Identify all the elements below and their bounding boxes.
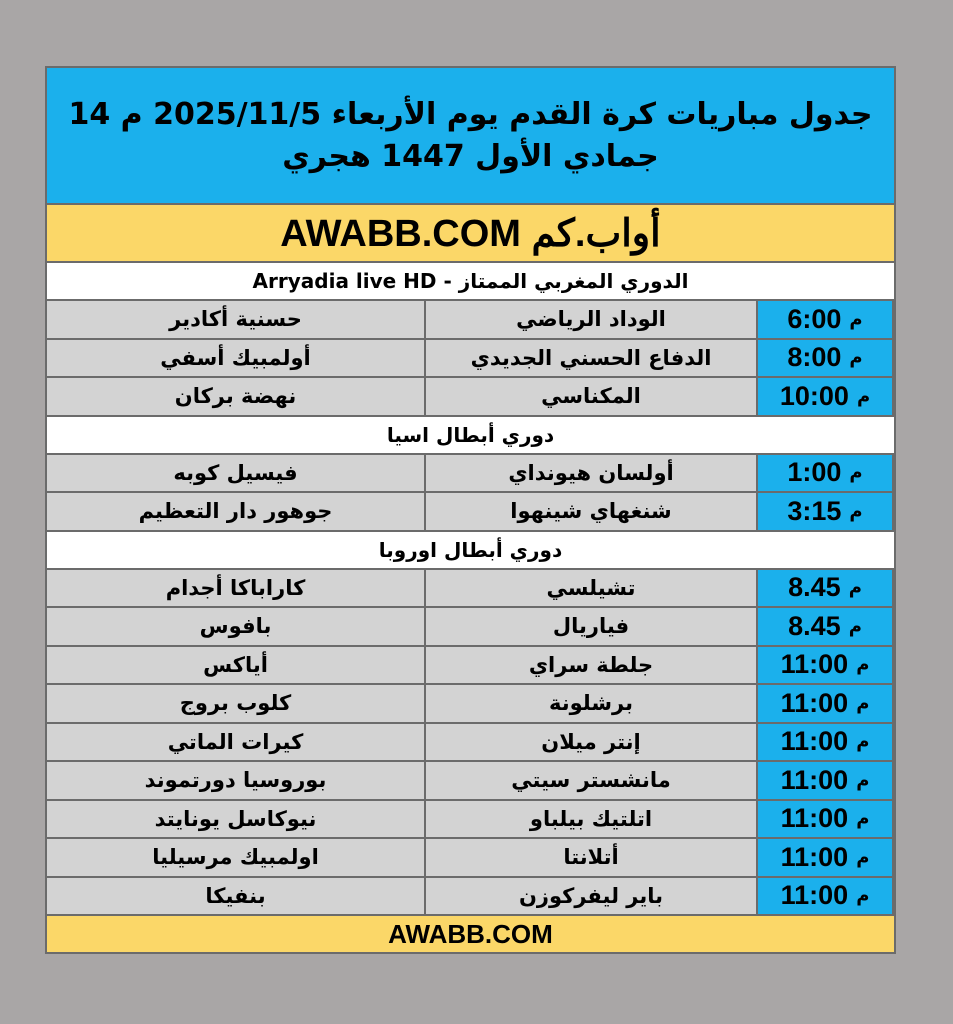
match-time-cell xyxy=(756,839,894,876)
match-time: 11:00 xyxy=(780,841,849,872)
match-row xyxy=(47,340,894,379)
away-team: كيرات الماتي xyxy=(47,724,424,761)
schedule-sheet xyxy=(45,66,896,954)
match-time-cell xyxy=(756,878,894,915)
away-team: كاراباكا أجدام xyxy=(47,570,424,607)
pm-label: م xyxy=(849,500,863,522)
match-time: 11:00 xyxy=(780,687,849,718)
match-time: 8.45 xyxy=(788,610,841,641)
away-team: حسنية أكادير xyxy=(47,301,424,338)
home-team: إنتر ميلان xyxy=(424,724,756,761)
away-team: نهضة بركان xyxy=(47,378,424,415)
match-time-cell xyxy=(756,608,894,645)
match-row xyxy=(47,801,894,840)
league-header: دوري أبطال اسيا xyxy=(47,417,894,455)
pm-label: م xyxy=(856,846,870,868)
away-team: كلوب بروج xyxy=(47,685,424,722)
brand-bar xyxy=(47,205,894,263)
pm-label: م xyxy=(848,615,862,637)
pm-label: م xyxy=(856,885,870,907)
home-team: جلطة سراي xyxy=(424,647,756,684)
match-time: 8.45 xyxy=(788,572,841,603)
match-time: 11:00 xyxy=(780,764,849,795)
match-time: 6:00 xyxy=(787,303,842,334)
home-team: الدفاع الحسني الجديدي xyxy=(424,340,756,377)
match-time-cell xyxy=(756,647,894,684)
pm-label: م xyxy=(856,731,870,753)
home-team: أتلانتا xyxy=(424,839,756,876)
away-team: نيوكاسل يونايتد xyxy=(47,801,424,838)
home-team: شنغهاي شينهوا xyxy=(424,493,756,530)
away-team: بافوس xyxy=(47,608,424,645)
match-row xyxy=(47,570,894,609)
pm-label: م xyxy=(856,385,871,407)
match-time-cell xyxy=(756,340,894,377)
match-time: 11:00 xyxy=(780,649,849,680)
pm-label: م xyxy=(856,692,870,714)
brand-text: أواب.كم AWABB.COM xyxy=(280,212,661,255)
match-time-cell xyxy=(756,570,894,607)
match-time: 1:00 xyxy=(787,457,842,488)
match-time-cell xyxy=(756,762,894,799)
pm-label: م xyxy=(856,769,870,791)
match-time: 11:00 xyxy=(780,803,849,834)
match-time: 10:00 xyxy=(779,380,849,411)
home-team: المكناسي xyxy=(424,378,756,415)
home-team: اتلتيك بيلباو xyxy=(424,801,756,838)
away-team: بوروسيا دورتموند xyxy=(47,762,424,799)
match-row xyxy=(47,878,894,917)
match-row xyxy=(47,839,894,878)
match-time-cell xyxy=(756,493,894,530)
match-time-cell xyxy=(756,685,894,722)
match-row xyxy=(47,301,894,340)
match-row xyxy=(47,685,894,724)
away-team: أياكس xyxy=(47,647,424,684)
match-row xyxy=(47,378,894,417)
match-row xyxy=(47,608,894,647)
pm-label: م xyxy=(848,577,862,599)
away-team: بنفيكا xyxy=(47,878,424,915)
pm-label: م xyxy=(849,462,863,484)
away-team: اولمبيك مرسيليا xyxy=(47,839,424,876)
home-team: فياريال xyxy=(424,608,756,645)
match-time: 3:15 xyxy=(787,495,842,526)
home-team: أولسان هيونداي xyxy=(424,455,756,492)
match-time-cell xyxy=(756,801,894,838)
footer-bar xyxy=(47,916,894,952)
pm-label: م xyxy=(856,654,870,676)
match-time: 11:00 xyxy=(780,880,849,911)
title-box xyxy=(47,68,894,205)
away-team: أولمبيك أسفي xyxy=(47,340,424,377)
match-time: 8:00 xyxy=(787,342,842,373)
home-team: مانشستر سيتي xyxy=(424,762,756,799)
home-team: تشيلسي xyxy=(424,570,756,607)
match-row xyxy=(47,455,894,494)
away-team: فيسيل كوبه xyxy=(47,455,424,492)
footer-text: AWABB.COM xyxy=(388,918,553,949)
league-header: دوري أبطال اوروبا xyxy=(47,532,894,570)
schedule-table xyxy=(47,263,894,916)
match-time-cell xyxy=(756,724,894,761)
league-header: الدوري المغربي الممتاز - Arryadia live HD xyxy=(47,263,894,301)
match-row xyxy=(47,647,894,686)
match-time: 11:00 xyxy=(780,726,849,757)
match-row xyxy=(47,762,894,801)
pm-label: م xyxy=(849,347,863,369)
home-team: برشلونة xyxy=(424,685,756,722)
pm-label: م xyxy=(849,308,863,330)
page-title: جدول مباريات كرة القدم يوم الأربعاء 2025/11/5 م 14 جمادي الأول 1447 هجري xyxy=(68,96,873,174)
home-team: الوداد الرياضي xyxy=(424,301,756,338)
match-time-cell xyxy=(756,301,894,338)
match-row xyxy=(47,724,894,763)
pm-label: م xyxy=(856,808,870,830)
home-team: باير ليفركوزن xyxy=(424,878,756,915)
away-team: جوهور دار التعظيم xyxy=(47,493,424,530)
match-time-cell xyxy=(756,455,894,492)
match-time-cell xyxy=(756,378,894,415)
match-row xyxy=(47,493,894,532)
